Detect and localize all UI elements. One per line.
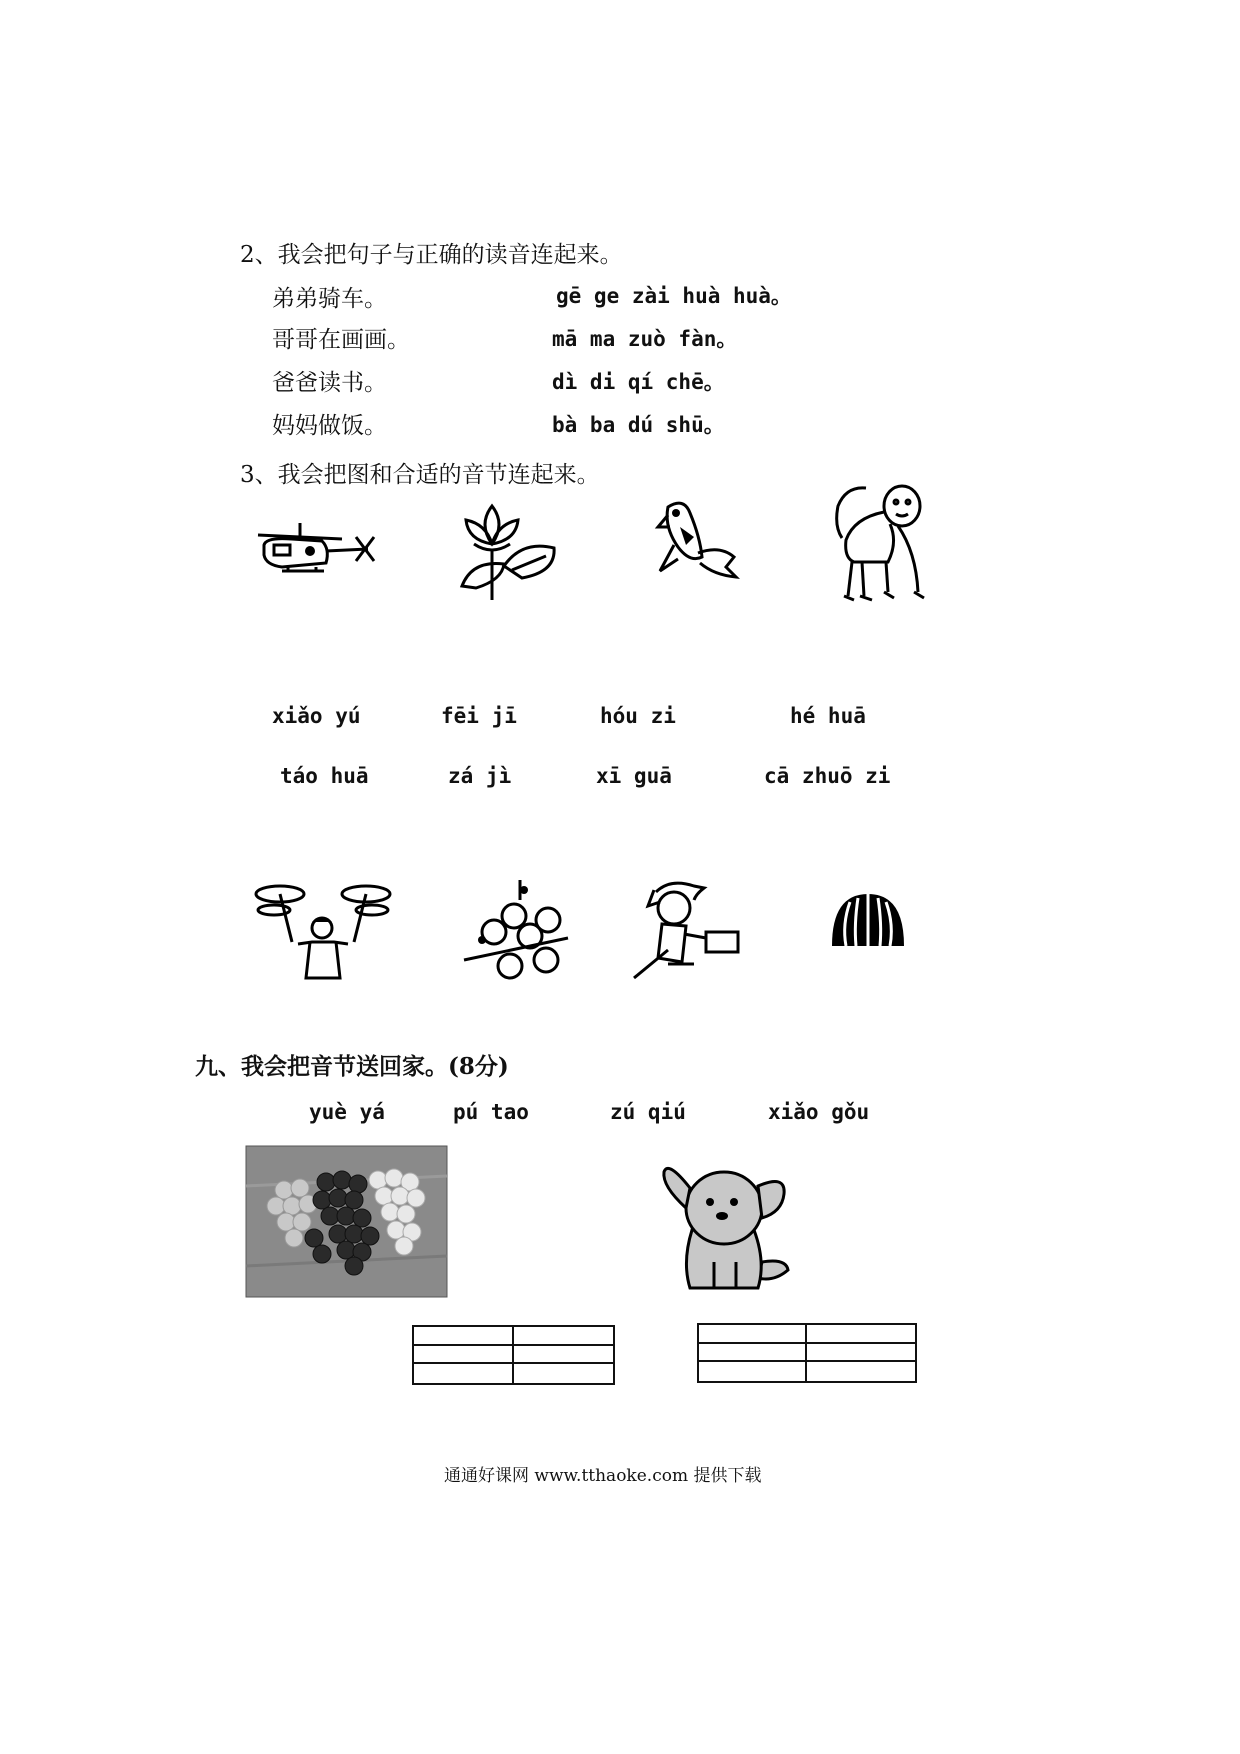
grid-cell[interactable]	[699, 1344, 807, 1363]
acrobat-icon	[250, 882, 395, 982]
grid-cell[interactable]	[807, 1325, 915, 1344]
grid-cell[interactable]	[514, 1364, 614, 1383]
syllable-pu-tao: pú tao	[453, 1100, 529, 1124]
syllable-zu-qiu: zú qiú	[610, 1100, 686, 1124]
sentence-3: 爸爸读书。	[272, 370, 387, 396]
grapes-photo	[246, 1146, 447, 1297]
sentence-1: 弟弟骑车。	[272, 286, 387, 312]
grid-cell[interactable]	[807, 1362, 915, 1381]
question-2-title: 2、我会把句子与正确的读音连起来。	[240, 242, 623, 268]
lotus-icon	[452, 500, 564, 604]
grid-cell[interactable]	[699, 1325, 807, 1344]
puppy-icon	[662, 1152, 792, 1294]
helicopter-icon	[252, 515, 390, 595]
syllable-hou-zi: hóu zi	[600, 704, 676, 728]
answer-grid-left[interactable]	[412, 1325, 615, 1385]
syllable-xiao-gou: xiǎo gǒu	[768, 1100, 870, 1124]
pinyin-1: gē ge zài huà huà。	[556, 284, 792, 308]
question-3-title: 3、我会把图和合适的音节连起来。	[240, 462, 600, 488]
syllable-ca-zhuo-zi: cā zhuō zi	[764, 764, 891, 788]
monkey-icon	[832, 482, 927, 606]
answer-grid-right[interactable]	[697, 1323, 917, 1383]
syllable-xiao-yu: xiǎo yú	[272, 704, 361, 728]
footer-credit: 通通好课网 www.tthaoke.com 提供下载	[444, 1466, 762, 1486]
grid-cell[interactable]	[414, 1327, 514, 1346]
peach-blossom-icon	[460, 880, 572, 986]
grid-cell[interactable]	[414, 1364, 514, 1383]
grid-cell[interactable]	[414, 1346, 514, 1365]
pinyin-3: dì di qí chē。	[552, 370, 725, 394]
grid-cell[interactable]	[514, 1327, 614, 1346]
pinyin-4: bà ba dú shū。	[552, 413, 725, 437]
syllable-yue-ya: yuè yá	[309, 1100, 385, 1124]
fish-icon	[650, 497, 740, 581]
sentence-2: 哥哥在画画。	[272, 327, 410, 353]
watermelon-icon	[828, 890, 908, 954]
syllable-za-ji: zá jì	[448, 764, 512, 788]
grid-cell[interactable]	[514, 1346, 614, 1365]
syllable-he-hua: hé huā	[790, 704, 866, 728]
pinyin-2: mā ma zuò fàn。	[552, 327, 738, 351]
syllable-tao-hua: táo huā	[280, 764, 369, 788]
sentence-4: 妈妈做饭。	[272, 413, 387, 439]
girl-wiping-table-icon	[634, 878, 746, 980]
syllable-xi-gua: xī guā	[596, 764, 672, 788]
syllable-fei-ji: fēi jī	[441, 704, 517, 728]
section-9-title: 九、我会把音节送回家。(8分)	[195, 1053, 509, 1080]
grid-cell[interactable]	[807, 1344, 915, 1363]
grid-cell[interactable]	[699, 1362, 807, 1381]
